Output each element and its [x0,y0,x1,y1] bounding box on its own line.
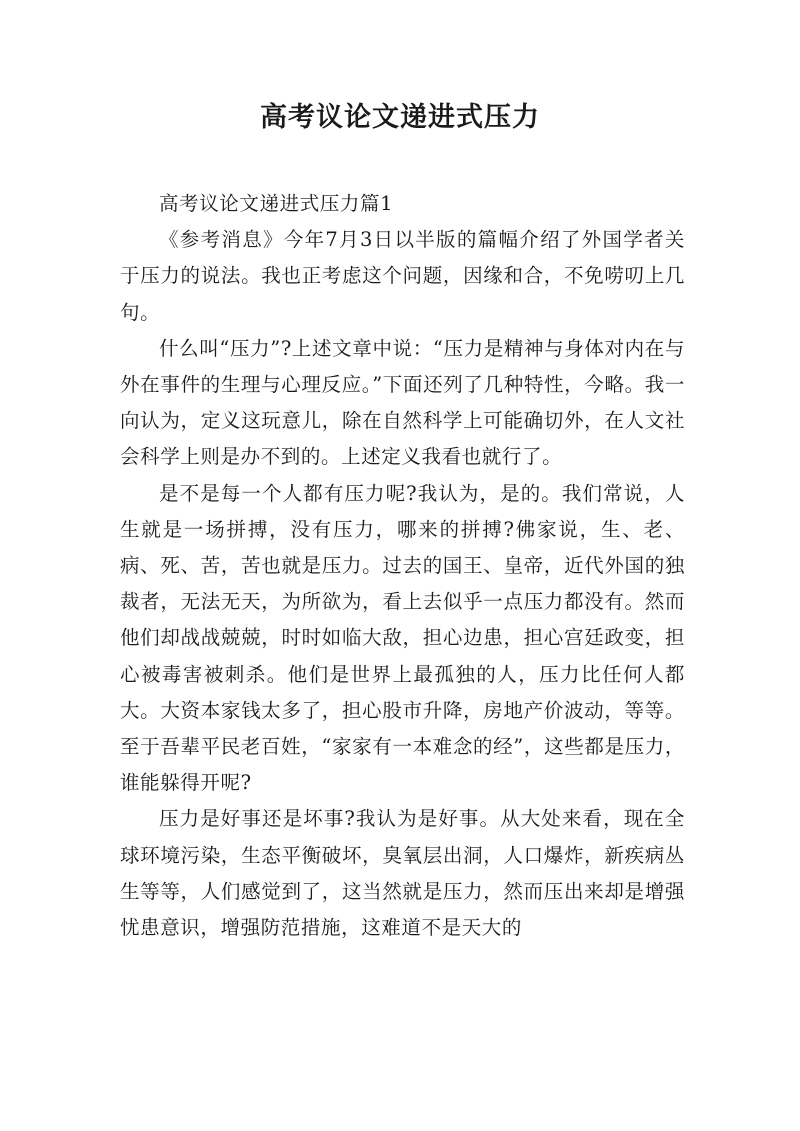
paragraph: 什么叫“压力”?上述文章中说：“压力是精神与身体对内在与外在事件的生理与心理反应。”下面还列了几种特性，今略。我一向认为，定义这玩意儿，除在自然科学上可能确切外，在人文社会科学上则是办不到的。上述定义我看也就行了。 [120,336,685,469]
section-heading: 高考议论文递进式压力篇1 [159,192,394,215]
paragraph: 《参考消息》今年7月3日以半版的篇幅介绍了外国学者关于压力的说法。我也正考虑这个问题，因缘和合，不免唠叨上几句。 [120,228,685,324]
paragraph: 是不是每一个人都有压力呢?我认为，是的。我们常说，人生就是一场拼搏，没有压力，哪来的拼搏?佛家说，生、老、病、死、苦，苦也就是压力。过去的国王、皇帝，近代外国的独裁者，无法无天，为所欲为，看上去似乎一点压力都没有。然而他们却战战兢兢，时时如临大敌，担心边患，担心宫廷政变，担心被毒害被刺杀。他们是世界上最孤独的人，压力比任何人都大。大资本家钱太多了，担心股市升降，房地产价波动，等等。至于吾辈平民老百姓，“家家有一本难念的经”，这些都是压力，谁能躲得开呢? [120,481,685,795]
document-body [120,186,685,946]
document-title: 高考议论文递进式压力 [260,102,540,133]
paragraph: 压力是好事还是坏事?我认为是好事。从大处来看，现在全球环境污染，生态平衡破坏，臭氧层出洞，人口爆炸，新疾病丛生等等，人们感觉到了，这当然就是压力，然而压出来却是增强忧患意识，增强防范措施，这难道不是天大的 [120,807,685,940]
